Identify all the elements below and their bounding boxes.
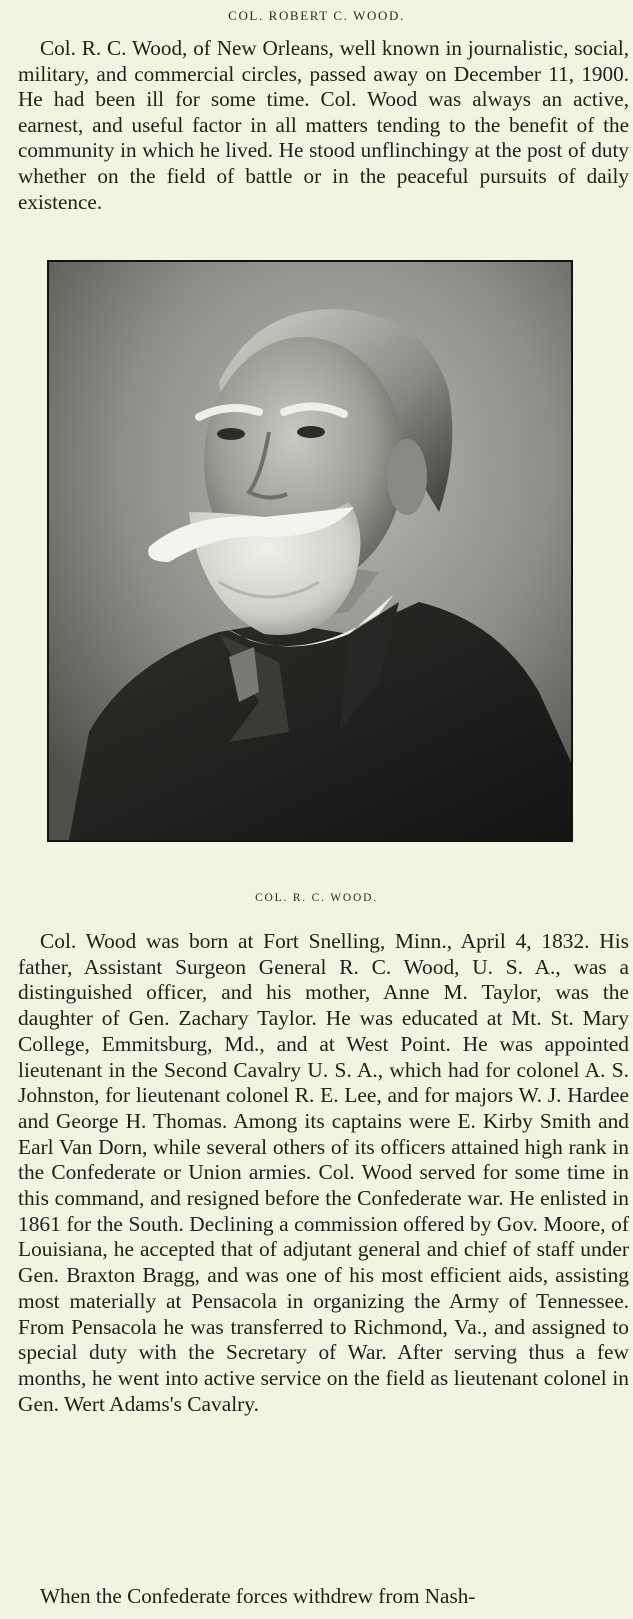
biography-paragraph: Col. Wood was born at Fort Snelling, Minn., April 4, 1832. His father, Assistant Surgeon General R. C. Wood, U. S. A., was a distinguished officer, and his mother, Anne M. Taylor, was the daughter of Gen. Zachary Taylor. He was educated at Mt. St. Mary College, Emmitsburg, Md., and at West Point. He was appointed lieutenant in the Second Cavalry U. S. A., which had for colonel A. S. Johnston, for lieutenant colonel R. E. Lee, and for majors W. J. Hardee and George H. Thomas. Among its captains were E. Kirby Smith and Earl Van Dorn, while several others of its officers attained high rank in the Confederate or Union armies. Col. Wood served for some time in this command, and resigned before the Confederate war. He enlisted in 1861 for the South. Declining a commission offered by Gov. Moore, of Louisiana, he accepted that of adjutant general and chief of staff under Gen. Braxton Bragg, and was one of his most efficient aids, assisting most materially at Pensacola in organizing the Army of Tennessee. From Pensacola he was transferred to Richmond, Va., and assigned to special duty with the Secretary of War. After serving thus a few months, he went into active service on the field as lieutenant colonel in Gen. Wert Adams's Cavalry. <box>18 929 629 1416</box>
article-heading: COL. ROBERT C. WOOD. <box>228 8 405 23</box>
portrait-caption: COL. R. C. WOOD. <box>255 892 378 904</box>
intro-paragraph: Col. R. C. Wood, of New Orleans, well known in journalistic, social, military, and commercial circles, passed away on December 11, 1900. He had been ill for some time. Col. Wood was always an active, earnest, and useful factor in all matters tending to the benefit of the community in which he lived. He stood unflinchingy at the post of duty whether on the field of battle or in the peaceful pursuits of daily existence. <box>18 36 629 214</box>
portrait-photo <box>47 260 573 842</box>
closing-paragraph-fragment: When the Confederate forces withdrew from Nash- <box>40 1584 476 1608</box>
